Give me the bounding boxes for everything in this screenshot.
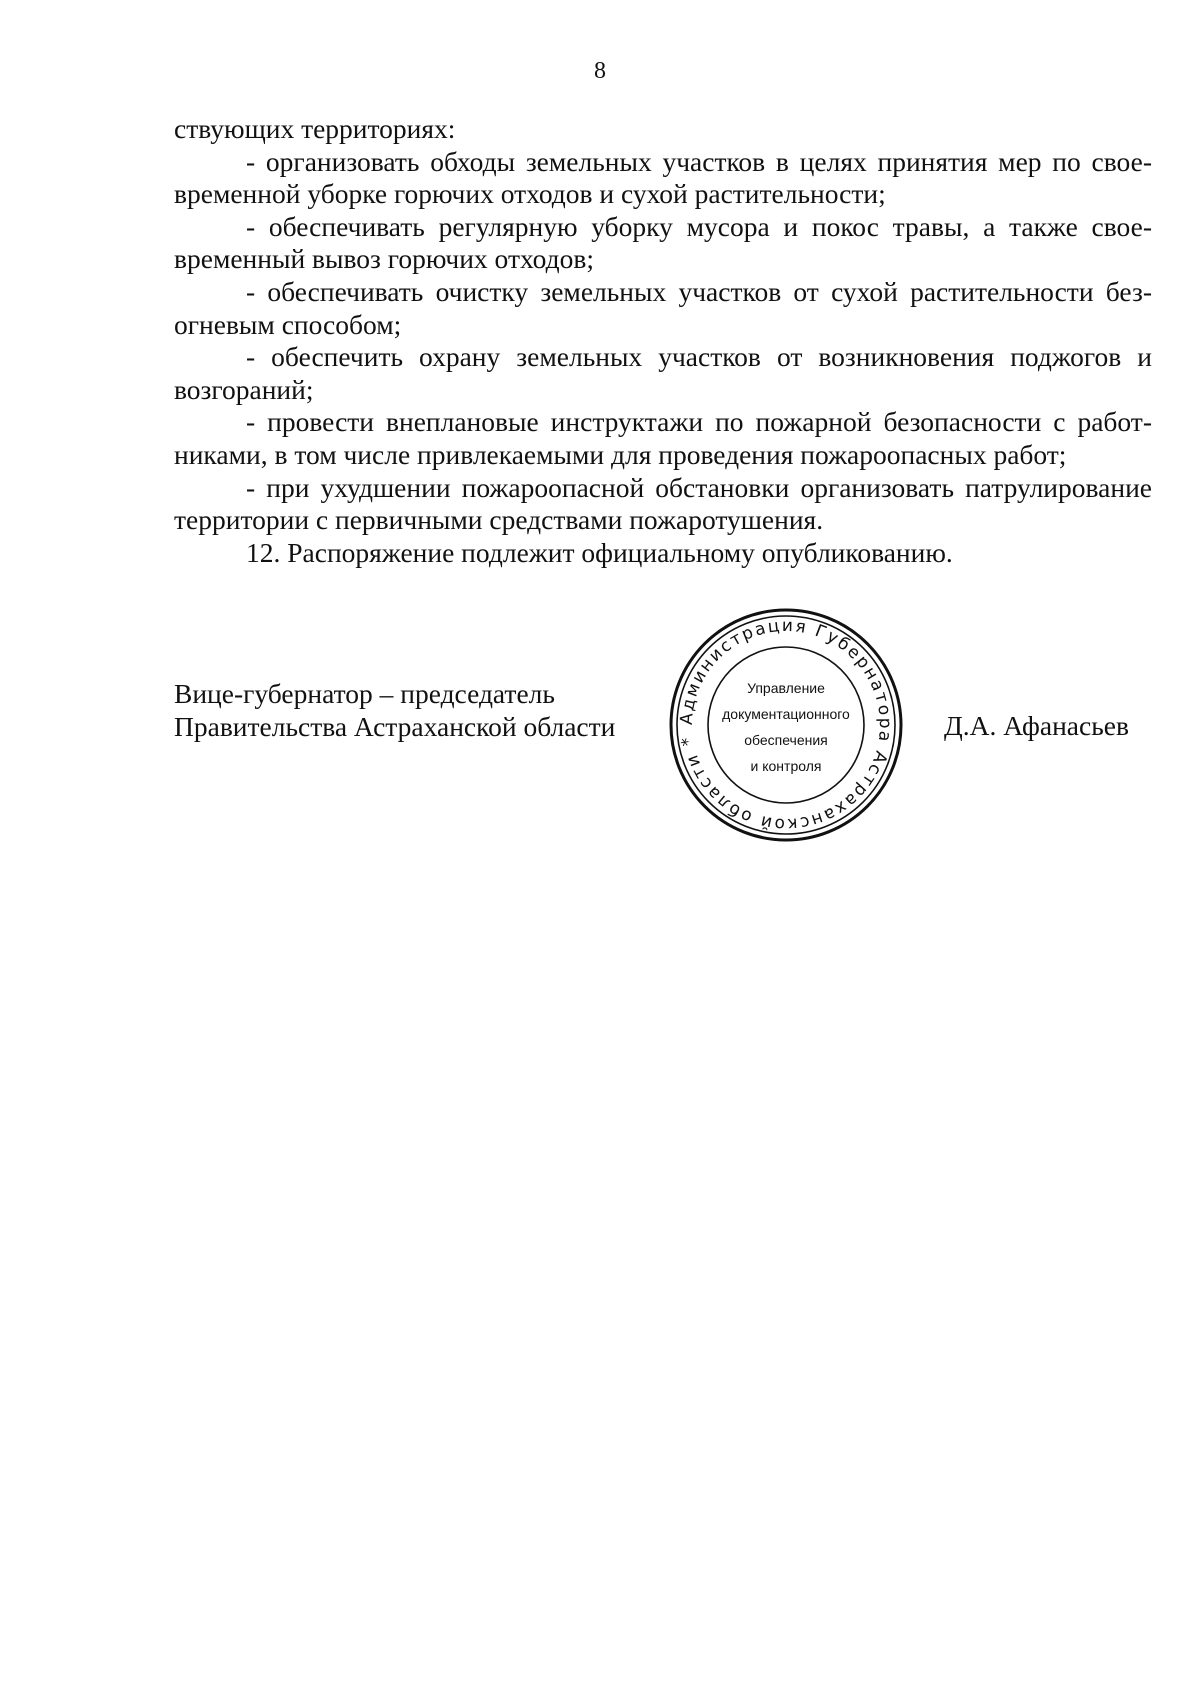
- list-item-protection: - обеспечить охрану земельных участков от возникновения поджогов и возгораний;: [174, 341, 1152, 405]
- signatory-position-line1: Вице-губернатор – председатель: [174, 678, 555, 709]
- list-item-briefings: - провести внеплановые инструктажи по пожарной безопасности с работниками, в том числе привлекаемыми для проведения пожароопасных работ;: [174, 406, 1152, 470]
- list-item-patrol: - при ухудшении пожароопасной обстановки организовать патрулирование территории с первичными средствами пожаротушения.: [174, 471, 1152, 536]
- signatory-name: Д.А. Афанасьев: [944, 710, 1129, 741]
- seal-ring-textpath: Администрация Губернатора Астраханской области *: [676, 615, 896, 835]
- document-body: [174, 113, 1152, 569]
- list-item-inspections: - организовать обходы земельных участков в целях принятия мер по своевременной уборке горючих отходов и сухой растительности;: [174, 145, 1152, 210]
- list-item-cleanup: - обеспечивать регулярную уборку мусора и покос травы, а также своевременный вывоз горючих отходов;: [174, 210, 1152, 275]
- seal-outer-ring: [671, 610, 901, 840]
- page-number: 8: [594, 58, 606, 84]
- paragraph-continuation: ствующих территориях:: [174, 113, 456, 144]
- seal-center-line1: Управление: [747, 680, 825, 696]
- seal-center-line4: и контроля: [750, 758, 822, 774]
- signatory-position: [174, 678, 615, 743]
- seal-ring-text: [677, 616, 895, 834]
- official-seal: [669, 608, 903, 842]
- seal-inner-ring: [708, 647, 864, 803]
- list-item-vegetation: - обеспечивать очистку земельных участков от сухой растительности безогневым способом;: [174, 275, 1152, 340]
- seal-center-line2: документационного: [722, 706, 850, 722]
- signatory-position-line2: Правительства Астраханской области: [174, 710, 616, 742]
- seal-center-line3: обеспечения: [744, 732, 828, 748]
- seal-graphic: [669, 608, 903, 842]
- clause-12: 12. Распоряжение подлежит официальному опубликованию.: [246, 536, 953, 568]
